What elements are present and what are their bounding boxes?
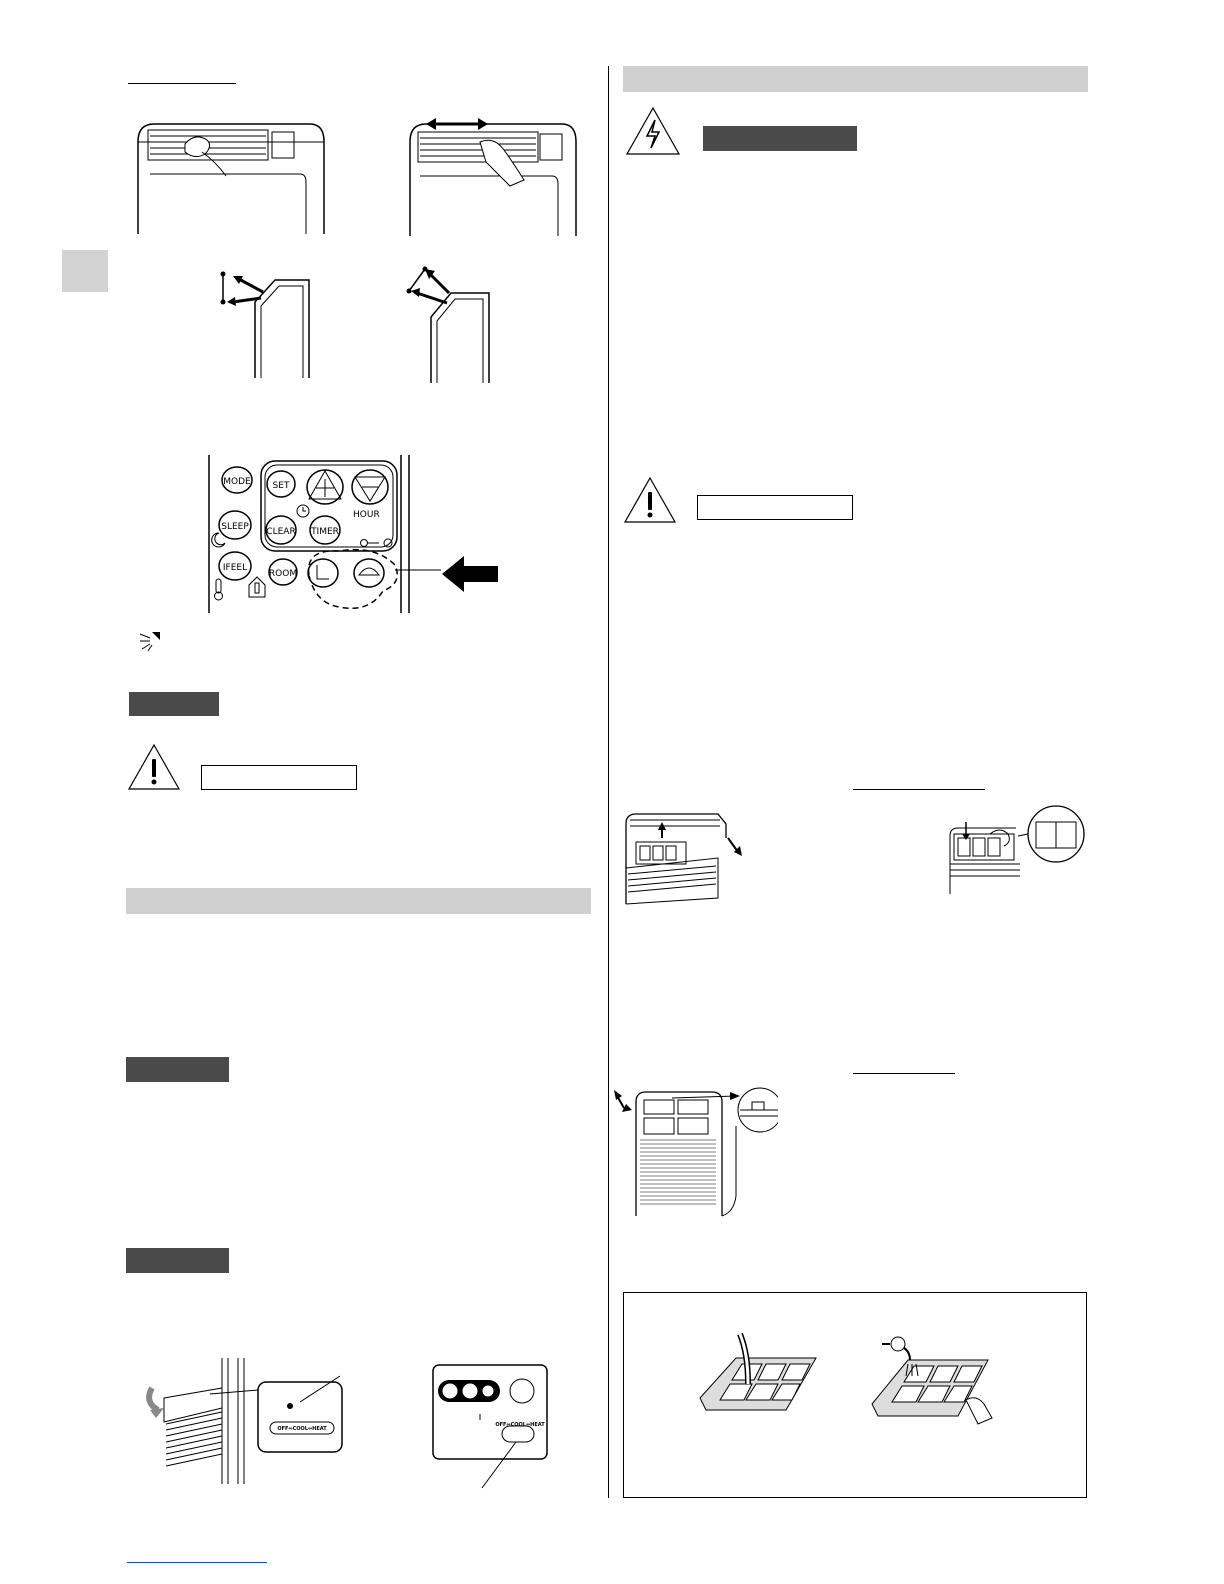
note-label-box-2 xyxy=(126,1057,229,1082)
front-grille-removal-illustration xyxy=(612,1086,778,1218)
louver-angle-diagram-left xyxy=(215,268,315,380)
filter-removal-illustration-right xyxy=(946,800,1086,894)
caution-warning-icon-2 xyxy=(623,476,677,524)
clear-label: CLEAR xyxy=(266,527,296,537)
filter-vacuum-illustration xyxy=(696,1330,822,1420)
caution-warning-icon xyxy=(127,743,181,791)
caution-label-box xyxy=(201,765,357,790)
selector-label-left: OFF⇔COOL⇔HEAT xyxy=(277,1426,327,1432)
column-divider xyxy=(608,66,609,1498)
louver-adjust-illustration-left xyxy=(130,112,330,234)
note-label-box-3 xyxy=(126,1248,229,1273)
thermometer-icon xyxy=(215,579,223,600)
room-label: ROOM xyxy=(268,569,298,579)
filter-washing-illustration xyxy=(868,1330,994,1430)
pointer-arrow-icon xyxy=(442,556,498,592)
footer-link-underline[interactable] xyxy=(127,1562,267,1563)
section-heading-underline xyxy=(128,83,236,84)
mode-label: MODE xyxy=(223,477,251,487)
ifeel-label: IFEEL xyxy=(222,563,248,573)
minus-button[interactable] xyxy=(352,470,388,504)
control-panel-closeup-illustration xyxy=(432,1364,548,1490)
language-tab xyxy=(62,250,108,292)
key-icon xyxy=(361,540,380,547)
warning-label-box xyxy=(703,126,857,151)
filter-removal-illustration-left xyxy=(622,808,748,906)
louver-adjust-illustration-right xyxy=(402,112,582,236)
subsection-heading-underline-1 xyxy=(853,789,985,790)
section-header-bar-cleaning xyxy=(623,66,1088,92)
louver-angle-diagram-right xyxy=(405,265,505,383)
signal-transmit-icon xyxy=(138,632,162,652)
caution-label-box-2 xyxy=(697,495,853,520)
clock-icon xyxy=(297,505,309,517)
house-thermometer-icon xyxy=(249,577,265,597)
control-panel-location-illustration xyxy=(140,1358,350,1484)
selector-label-right: OFF⇔COOL⇔HEAT xyxy=(495,1422,545,1428)
indicator-led xyxy=(384,539,392,547)
filter-cleaning-box xyxy=(623,1292,1087,1498)
subsection-heading-underline-2 xyxy=(853,1073,955,1074)
hour-label: HOUR xyxy=(353,510,380,520)
fan-speed-button[interactable] xyxy=(354,559,384,587)
electric-shock-warning-icon xyxy=(625,106,681,156)
set-label: SET xyxy=(272,481,290,491)
plus-button[interactable] xyxy=(307,470,343,504)
sleep-label: SLEEP xyxy=(221,522,249,532)
section-header-bar-maintenance xyxy=(126,888,591,914)
note-label-box xyxy=(129,692,219,716)
timer-label: TIMER xyxy=(311,527,339,537)
swing-button[interactable] xyxy=(308,559,338,587)
